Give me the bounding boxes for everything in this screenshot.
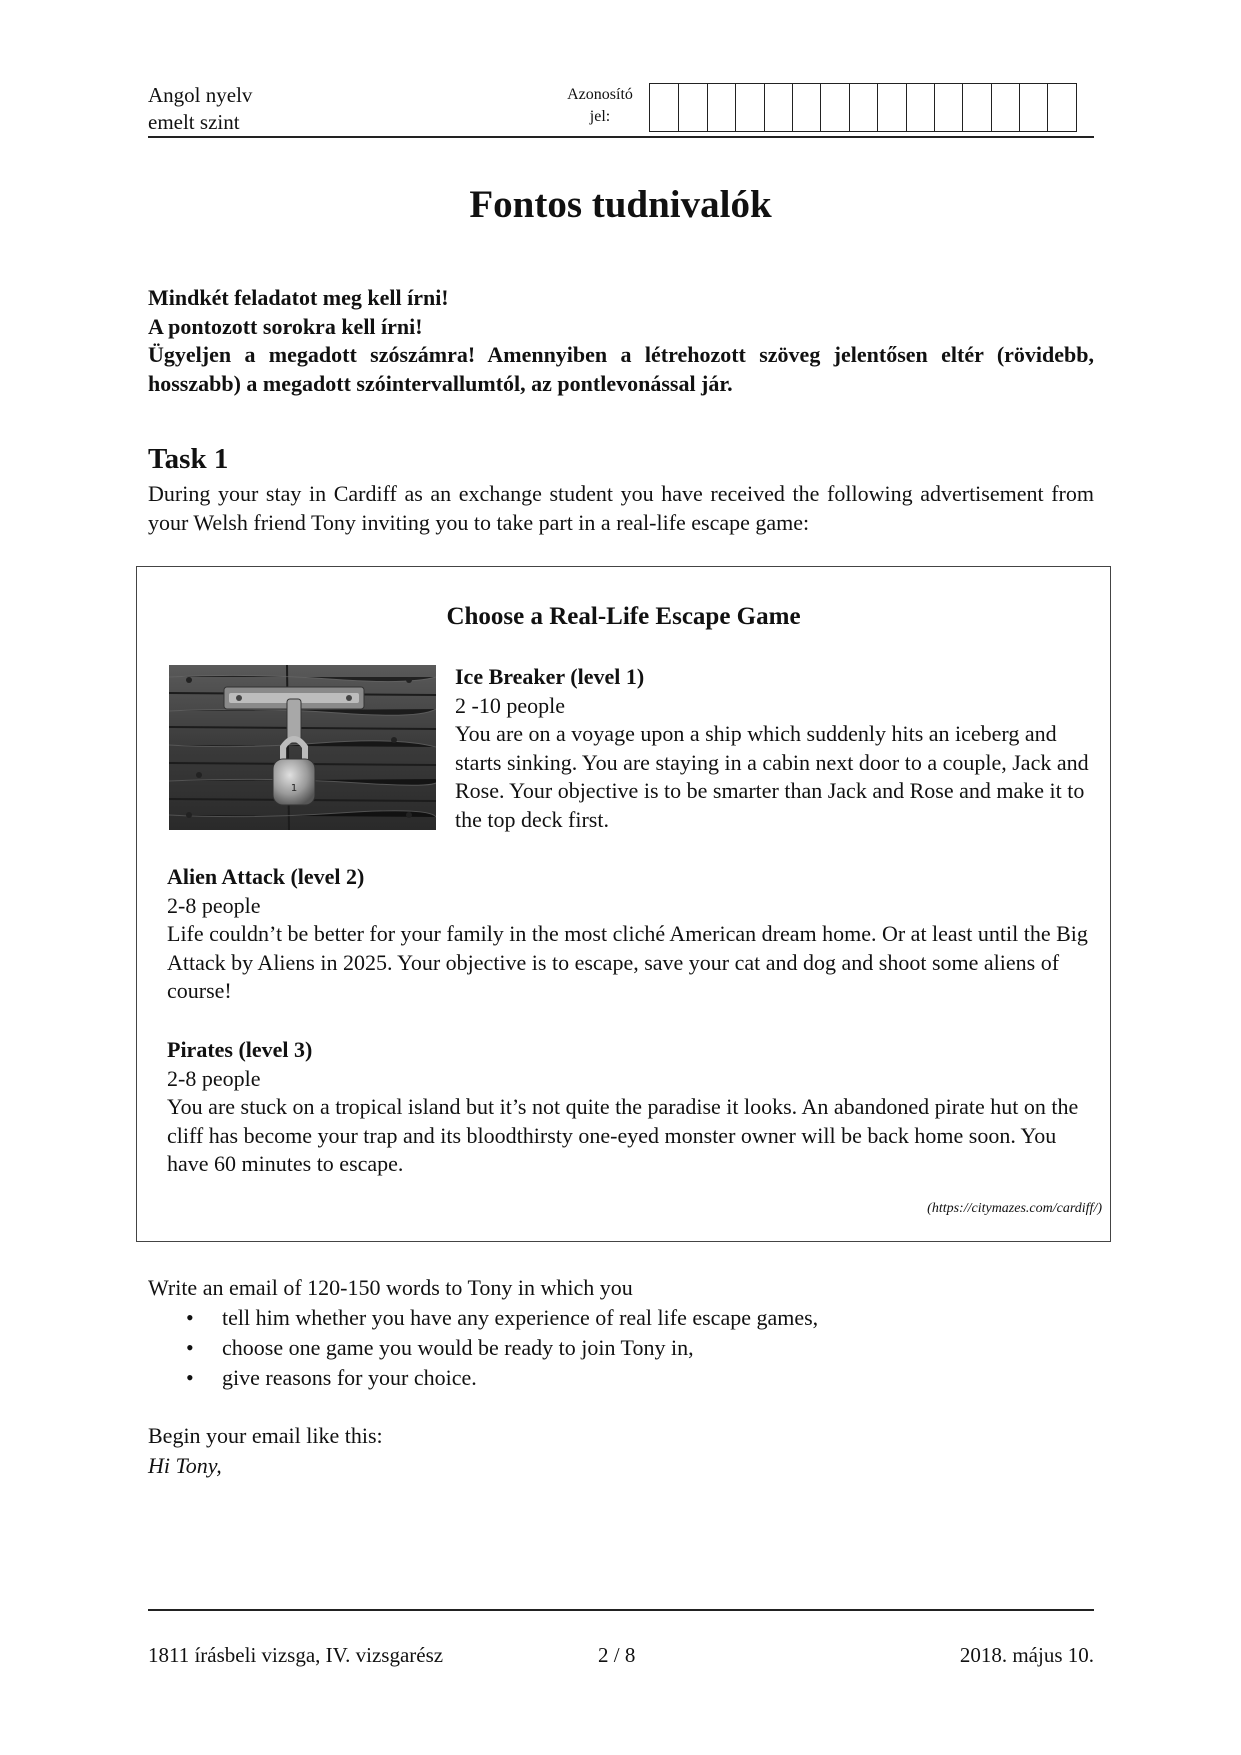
id-box[interactable] <box>849 84 877 131</box>
footer-page-number: 2 / 8 <box>598 1643 636 1667</box>
notice-3: Ügyeljen a megadott szószámra! Amennyiben a létrehozott szöveg jelentősen eltér (rövidebb, hosszabb) a megadott szóintervallumtól, az pontlevonással jár. <box>148 342 1094 396</box>
id-box[interactable] <box>735 84 763 131</box>
id-boxes <box>649 83 1077 132</box>
page-title: Fontos tudnivalók <box>469 183 772 226</box>
svg-text:1: 1 <box>290 783 298 794</box>
game-name: Alien Attack (level 2) <box>167 864 365 889</box>
list-item-text: tell him whether you have any experience of real life escape games, <box>222 1305 819 1330</box>
notice-2: A pontozott sorokra kell írni! <box>148 313 423 339</box>
id-box[interactable] <box>650 84 678 131</box>
game-people: 2-8 people <box>167 892 261 918</box>
id-box[interactable] <box>1047 84 1075 131</box>
bullet-icon: • <box>186 1335 194 1360</box>
task-title: Task 1 <box>148 443 229 475</box>
id-box[interactable] <box>991 84 1019 131</box>
id-box[interactable] <box>934 84 962 131</box>
subject-name: Angol nyelv <box>148 83 253 107</box>
id-label-line2: jel: <box>589 108 611 125</box>
padlock-photo-icon <box>169 665 436 830</box>
game-description: Life couldn’t be better for your family in the most cliché American dream home. Or at least until the Big Attack by Aliens in 2025. Your objective is to escape, save your cat and dog and shoot some aliens of course! <box>167 921 1088 1004</box>
instructions <box>148 1273 1094 1393</box>
header-subject-block <box>148 82 252 136</box>
begin-label: Begin your email like this: <box>148 1423 383 1448</box>
game-pirates <box>167 1036 1102 1179</box>
id-box[interactable] <box>792 84 820 131</box>
footer-exam: 1811 írásbeli vizsga, IV. vizsgarész <box>148 1643 444 1667</box>
id-box[interactable] <box>906 84 934 131</box>
header-divider <box>148 136 1094 138</box>
id-label-line1: Azonosító <box>567 86 633 103</box>
list-item <box>148 1303 1094 1333</box>
footer-date: 2018. május 10. <box>959 1643 1094 1667</box>
id-label <box>555 84 645 128</box>
list-item <box>148 1333 1094 1363</box>
bullet-icon: • <box>186 1365 194 1390</box>
advert-box <box>136 566 1111 1242</box>
game-description: You are stuck on a tropical island but it’s not quite the paradise it looks. An abandoned pirate hut on the cliff has become your trap and its bloodthirsty one-eyed monster owner will be back home soon. You have 60 minutes to escape. <box>167 1094 1079 1177</box>
game-ice-breaker <box>455 663 1103 835</box>
game-name: Pirates (level 3) <box>167 1037 313 1062</box>
id-box[interactable] <box>820 84 848 131</box>
game-people: 2-8 people <box>167 1065 261 1091</box>
id-box[interactable] <box>707 84 735 131</box>
list-item <box>148 1363 1094 1393</box>
subject-level: emelt szint <box>148 110 240 134</box>
begin-block <box>148 1421 383 1481</box>
id-box[interactable] <box>877 84 905 131</box>
list-item-text: give reasons for your choice. <box>222 1365 477 1390</box>
footer-divider <box>148 1609 1094 1611</box>
instructions-lead: Write an email of 120-150 words to Tony in which you <box>148 1275 633 1300</box>
id-box[interactable] <box>1019 84 1047 131</box>
instructions-list <box>148 1303 1094 1393</box>
notices <box>148 284 1094 398</box>
game-people: 2 -10 people <box>455 692 565 718</box>
id-box[interactable] <box>678 84 706 131</box>
id-box[interactable] <box>962 84 990 131</box>
game-description: You are on a voyage upon a ship which suddenly hits an iceberg and starts sinking. You are staying in a cabin next door to a couple, Jack and Rose. Your objective is to be smarter than Jack and Rose and make it to the top deck first. <box>455 721 1089 832</box>
bullet-icon: • <box>186 1305 194 1330</box>
greeting: Hi Tony, <box>148 1453 222 1478</box>
advert-source: (https://citymazes.com/cardiff/) <box>927 1201 1102 1216</box>
notice-1: Mindkét feladatot meg kell írni! <box>148 285 449 310</box>
list-item-text: choose one game you would be ready to join Tony in, <box>222 1335 694 1360</box>
game-name: Ice Breaker (level 1) <box>455 664 645 689</box>
game-alien-attack <box>167 863 1102 1006</box>
id-box[interactable] <box>764 84 792 131</box>
task-intro: During your stay in Cardiff as an exchange student you have received the following advertisement from your Welsh friend Tony inviting you to take part in a real-life escape game: <box>148 481 1094 535</box>
advert-title: Choose a Real-Life Escape Game <box>446 603 801 630</box>
